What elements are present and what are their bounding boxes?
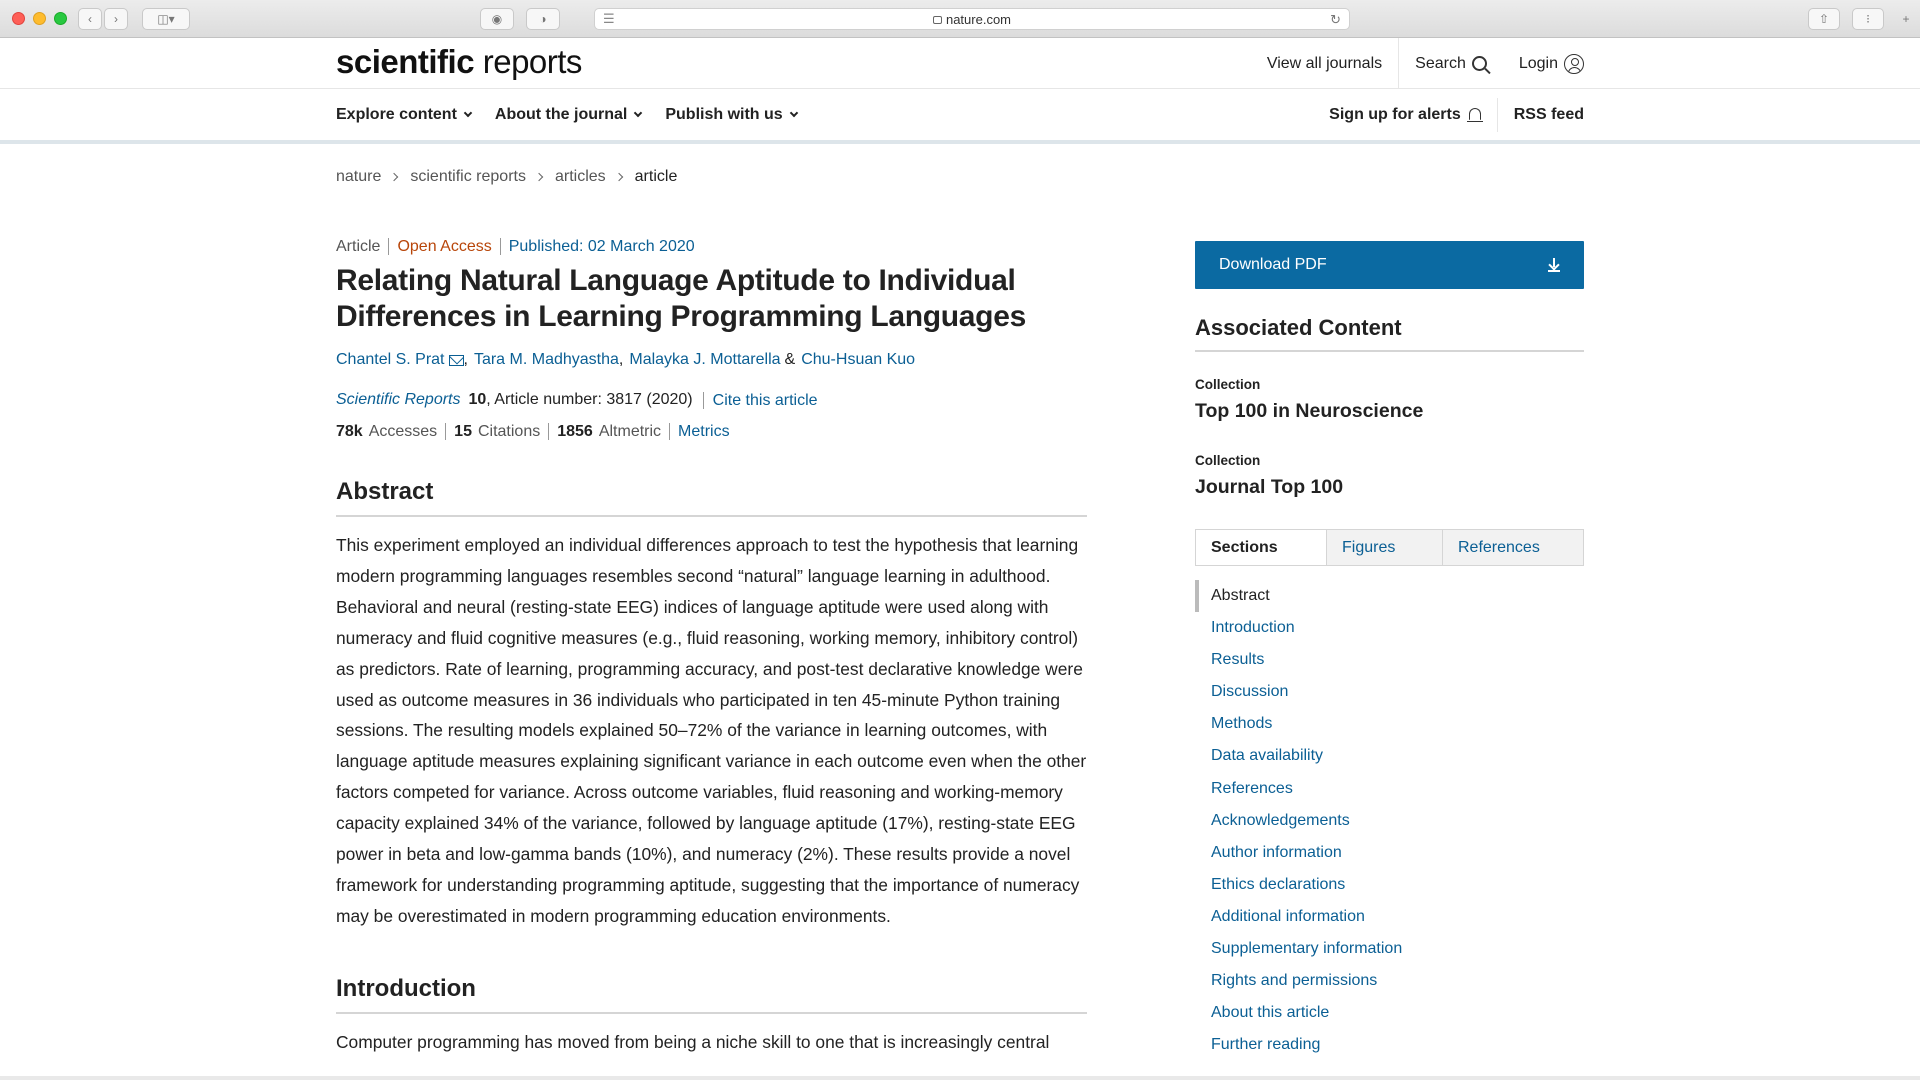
altmetric-metric: 1856 Altmetric (548, 423, 669, 440)
site-nav (0, 90, 1920, 144)
bell-icon (1469, 108, 1481, 120)
user-icon (1564, 54, 1584, 74)
toc-item-data-availability[interactable]: Data availability (1211, 747, 1324, 765)
sign-up-alerts-link[interactable]: Sign up for alerts (1329, 98, 1498, 132)
search-icon (1472, 56, 1487, 71)
mail-icon[interactable] (449, 355, 464, 366)
citation-line (336, 391, 1087, 409)
minimize-window-button[interactable] (33, 12, 46, 25)
view-all-journals-link[interactable]: View all journals (1266, 54, 1383, 72)
chevron-down-icon (634, 109, 642, 117)
nav-explore-content[interactable]: Explore content (336, 106, 471, 124)
toc-item-additional-information[interactable]: Additional information (1211, 907, 1365, 925)
sidebar-toggle-icon[interactable]: ◫▾ (142, 8, 190, 30)
open-access-badge: Open Access (388, 238, 499, 255)
toc-item-further-reading[interactable]: Further reading (1211, 1036, 1321, 1054)
tab-sections[interactable]: Sections (1196, 530, 1326, 565)
toc-item-abstract[interactable]: Abstract (1195, 580, 1584, 612)
toc-item-rights-permissions[interactable]: Rights and permissions (1211, 972, 1378, 990)
breadcrumb-scientific-reports[interactable]: scientific reports (410, 168, 526, 185)
chevron-right-icon (535, 173, 543, 181)
new-tab-icon[interactable]: + (1902, 12, 1910, 26)
toc-item-discussion[interactable]: Discussion (1211, 683, 1289, 701)
url-text: nature.com (945, 11, 1012, 27)
toc-item-about-article[interactable]: About this article (1211, 1004, 1330, 1022)
back-icon[interactable]: ‹ (78, 8, 102, 30)
volume-number: 10 (468, 391, 487, 408)
site-header (0, 38, 1920, 89)
author-link[interactable]: Malayka J. Mottarella (629, 351, 781, 368)
toc-item-supplementary-information[interactable]: Supplementary information (1211, 940, 1403, 958)
article-meta (336, 238, 1087, 255)
journal-logo[interactable]: scientific reports (336, 43, 582, 80)
toc-item-results[interactable]: Results (1211, 651, 1265, 669)
article-number: , Article number: 3817 (2020) (486, 391, 693, 408)
lock-icon (933, 16, 942, 24)
nav-actions (1329, 90, 1584, 140)
privacy-extension-icon[interactable]: ◑ (526, 8, 560, 30)
download-pdf-button[interactable]: Download PDF (1195, 241, 1584, 289)
reload-icon[interactable]: ↻ (1330, 12, 1341, 27)
published-date: Published: 02 March 2020 (500, 238, 703, 255)
tab-overview-icon[interactable]: ⁝ (1852, 8, 1884, 30)
toc-item-introduction[interactable]: Introduction (1211, 619, 1295, 637)
collection-name[interactable]: Journal Top 100 (1195, 476, 1344, 498)
sidebar-tabs (1195, 529, 1584, 566)
nav-publish-with-us[interactable]: Publish with us (665, 106, 796, 124)
associated-content-heading: Associated Content (1195, 315, 1584, 352)
header-links (1251, 38, 1584, 89)
cite-article-link[interactable]: Cite this article (703, 392, 818, 409)
breadcrumb-article: article (634, 168, 678, 185)
collection-item[interactable]: Collection Journal Top 100 (1195, 453, 1584, 499)
forward-icon[interactable]: › (104, 8, 128, 30)
toc-item-author-information[interactable]: Author information (1211, 843, 1342, 861)
journal-link[interactable]: Scientific Reports (336, 391, 461, 408)
author-link[interactable]: Tara M. Madhyastha (473, 351, 619, 368)
metrics-link[interactable]: Metrics (669, 423, 738, 440)
collection-name[interactable]: Top 100 in Neuroscience (1195, 400, 1424, 422)
password-extension-icon[interactable]: ◉ (480, 8, 514, 30)
download-icon (1548, 258, 1560, 272)
login-link[interactable]: Login (1503, 38, 1584, 89)
rss-feed-link[interactable]: RSS feed (1513, 106, 1584, 123)
sections-list (1195, 580, 1584, 1061)
article-metrics (336, 423, 1087, 440)
chevron-down-icon (789, 109, 797, 117)
article-title: Relating Natural Language Aptitude to Individual Differences in Learning Programming Languages (336, 264, 1026, 333)
introduction-heading: Introduction (336, 975, 1087, 1014)
toc-item-references[interactable]: References (1211, 779, 1293, 797)
author-link[interactable]: Chantel S. Prat (336, 351, 445, 368)
author-list: Chantel S. Prat , Tara M. Madhyastha , Malayka J. Mottarella & Chu-Hsuan Kuo (336, 351, 916, 368)
article-sidebar (1195, 241, 1584, 1061)
share-icon[interactable]: ⇧ (1808, 8, 1840, 30)
chevron-right-icon (390, 173, 398, 181)
reader-icon[interactable]: ☰ (603, 11, 615, 26)
zoom-window-button[interactable] (54, 12, 67, 25)
toc-item-acknowledgements[interactable]: Acknowledgements (1211, 811, 1350, 829)
abstract-text: This experiment employed an individual differences approach to test the hypothesis that learning modern programming languages resembles second “natural” language learning in adulthood. Behavioral and neural (resting-state EEG) indices of language aptitude were used along with numeracy and fluid cognitive measures (e.g., fluid reasoning, working memory, inhibitory control) as predictors. Rate of learning, programming accuracy, and post-test declarative knowledge were used as outcome measures in 36 individuals who participated in ten 45-minute Python training sessions. The resulting models explained 50–72% of the variance in learning outcomes, with language aptitude measures explaining significant variance in each outcome even when the other factors competed for variance. Across outcome variables, fluid reasoning and working-memory capacity explained 34% of the variance, followed by language aptitude (17%), resting-state EEG power in beta and low-gamma bands (10%), and numeracy (2%). These results provide a novel framework for understanding programming aptitude, suggesting that the importance of numeracy may be overestimated in modern programming education environments. (336, 535, 1087, 926)
window-bottom-edge (0, 1076, 1920, 1080)
tab-references[interactable]: References (1442, 530, 1583, 565)
article-type: Article (336, 238, 381, 255)
chevron-right-icon (614, 173, 622, 181)
breadcrumb-nature[interactable]: nature (336, 168, 382, 185)
toc-item-ethics-declarations[interactable]: Ethics declarations (1211, 875, 1346, 893)
author-link[interactable]: Chu-Hsuan Kuo (801, 351, 916, 368)
article-main (336, 238, 1087, 1058)
chevron-down-icon (464, 109, 472, 117)
breadcrumb (336, 168, 677, 186)
collection-item[interactable]: Collection Top 100 in Neuroscience (1195, 377, 1584, 423)
browser-toolbar (0, 0, 1920, 38)
toc-item-methods[interactable]: Methods (1211, 715, 1273, 733)
nav-menu (336, 90, 821, 140)
accesses-metric: 78k Accesses (336, 423, 438, 440)
close-window-button[interactable] (12, 12, 25, 25)
address-bar[interactable] (594, 8, 1350, 30)
window-controls (12, 12, 67, 25)
abstract-heading: Abstract (336, 478, 1087, 517)
tab-figures[interactable]: Figures (1326, 530, 1442, 565)
introduction-text: Computer programming has moved from being a niche skill to one that is increasingly central (336, 1031, 1050, 1052)
citations-metric: 15 Citations (445, 423, 548, 440)
search-link[interactable]: Search (1398, 38, 1503, 89)
nav-about-journal[interactable]: About the journal (495, 106, 641, 124)
breadcrumb-articles[interactable]: articles (554, 168, 606, 185)
